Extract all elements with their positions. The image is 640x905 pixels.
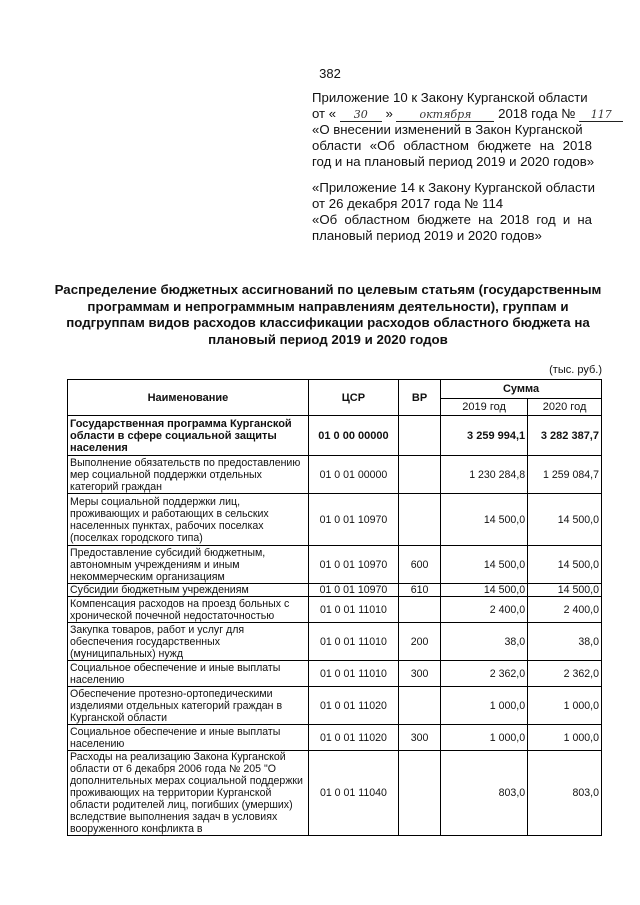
row-csr-cell: 01 0 01 11010	[308, 623, 398, 661]
handwritten-number: 117	[579, 109, 623, 122]
table-row	[68, 687, 602, 725]
table-body	[68, 416, 602, 836]
row-2020-cell: 1 000,0	[528, 687, 602, 725]
row-2019-cell: 2 362,0	[441, 661, 528, 687]
row-name-cell: Компенсация расходов на проезд больных с хронической почечной недостаточностью	[68, 597, 309, 623]
row-2020-cell: 14 500,0	[528, 494, 602, 546]
row-vr-cell	[399, 687, 441, 725]
appendix-line-4: области «Об областном бюджете на 2018	[312, 138, 592, 153]
row-vr-cell: 610	[399, 584, 441, 597]
row-2019-cell: 14 500,0	[441, 546, 528, 584]
row-2019-cell: 1 230 284,8	[441, 456, 528, 494]
header-year-2019: 2019 год	[441, 399, 528, 416]
row-vr-cell	[399, 597, 441, 623]
row-csr-cell: 01 0 00 00000	[308, 416, 398, 456]
row-2019-cell: 1 000,0	[441, 687, 528, 725]
handwritten-day: 30	[340, 109, 382, 122]
date-suffix: 2018 года №	[498, 106, 576, 121]
row-vr-cell	[399, 456, 441, 494]
appendix-line-1: Приложение 10 к Закону Курганской области	[312, 90, 588, 105]
row-name-cell: Государственная программа Курганской области в сфере социальной защиты населения	[68, 416, 309, 456]
row-2020-cell: 14 500,0	[528, 584, 602, 597]
row-csr-cell: 01 0 01 00000	[308, 456, 398, 494]
original-appendix-line-3: «Об областном бюджете на 2018 год и на	[312, 212, 592, 227]
row-2020-cell: 2 400,0	[528, 597, 602, 623]
row-vr-cell	[399, 751, 441, 836]
row-name-cell: Расходы на реализацию Закона Курганской области от 6 декабря 2006 года № 205 "О дополнительных мерах социальной поддержки проживающих на территории Курганской области родителей лиц, погибших (умерших) вследствие выполнения задач в условиях вооруженного конфликта в	[68, 751, 309, 836]
row-vr-cell: 300	[399, 725, 441, 751]
row-vr-cell	[399, 494, 441, 546]
original-appendix-line-4: плановый период 2019 и 2020 годов»	[312, 228, 542, 243]
row-csr-cell: 01 0 01 11010	[308, 597, 398, 623]
row-name-cell: Меры социальной поддержки лиц, проживающих и работающих в сельских населенных пунктах, рабочих поселках (поселках городского типа)	[68, 494, 309, 546]
row-2019-cell: 38,0	[441, 623, 528, 661]
row-2020-cell: 3 282 387,7	[528, 416, 602, 456]
header-csr: ЦСР	[308, 380, 398, 416]
row-vr-cell	[399, 416, 441, 456]
row-name-cell: Закупка товаров, работ и услуг для обеспечения государственных (муниципальных) нужд	[68, 623, 309, 661]
date-prefix: от «	[312, 106, 337, 121]
row-2020-cell: 1 000,0	[528, 725, 602, 751]
row-name-cell: Социальное обеспечение и иные выплаты населению	[68, 725, 309, 751]
table-row	[68, 584, 602, 597]
original-appendix-line-2: от 26 декабря 2017 года № 114	[312, 196, 504, 211]
document-title: Распределение бюджетных ассигнований по целевым статьям (государственным программам и непрограммным направлениям деятельности), группам и подгруппам видов расходов классификации расходов областного бюджета на плановый период 2019 и 2020 годов	[54, 282, 602, 347]
row-2019-cell: 803,0	[441, 751, 528, 836]
table-row	[68, 661, 602, 687]
row-2020-cell: 2 362,0	[528, 661, 602, 687]
row-2019-cell: 14 500,0	[441, 494, 528, 546]
table-row	[68, 597, 602, 623]
table-row	[68, 546, 602, 584]
row-2020-cell: 38,0	[528, 623, 602, 661]
table-row	[68, 456, 602, 494]
row-csr-cell: 01 0 01 10970	[308, 494, 398, 546]
row-2020-cell: 1 259 084,7	[528, 456, 602, 494]
header-name: Наименование	[68, 380, 309, 416]
table-row	[68, 623, 602, 661]
row-vr-cell: 300	[399, 661, 441, 687]
row-name-cell: Предоставление субсидий бюджетным, автономным учреждениям и иным некоммерческим организациям	[68, 546, 309, 584]
page-number: 382	[319, 66, 341, 81]
unit-label: (тыс. руб.)	[549, 364, 602, 376]
row-name-cell: Субсидии бюджетным учреждениям	[68, 584, 309, 597]
table-row	[68, 494, 602, 546]
budget-table	[67, 379, 602, 836]
handwritten-month: октября	[396, 109, 494, 122]
row-2020-cell: 14 500,0	[528, 546, 602, 584]
row-2020-cell: 803,0	[528, 751, 602, 836]
table-row	[68, 416, 602, 456]
row-2019-cell: 3 259 994,1	[441, 416, 528, 456]
row-vr-cell: 200	[399, 623, 441, 661]
header-year-2020: 2020 год	[528, 399, 602, 416]
row-csr-cell: 01 0 01 11020	[308, 687, 398, 725]
appendix-date-line	[312, 106, 612, 122]
appendix-line-5: год и на плановый период 2019 и 2020 годов»	[312, 154, 595, 169]
date-mid: »	[385, 106, 393, 121]
row-csr-cell: 01 0 01 11020	[308, 725, 398, 751]
row-csr-cell: 01 0 01 11040	[308, 751, 398, 836]
row-name-cell: Обеспечение протезно-ортопедическими изделиями отдельных категорий граждан в Курганской области	[68, 687, 309, 725]
row-name-cell: Выполнение обязательств по предоставлению мер социальной поддержки отдельных категорий граждан	[68, 456, 309, 494]
row-csr-cell: 01 0 01 10970	[308, 546, 398, 584]
appendix-line-3: «О внесении изменений в Закон Курганской	[312, 122, 583, 137]
row-name-cell: Социальное обеспечение и иные выплаты населению	[68, 661, 309, 687]
row-2019-cell: 1 000,0	[441, 725, 528, 751]
original-appendix-line-1: «Приложение 14 к Закону Курганской области	[312, 180, 596, 195]
table-row	[68, 751, 602, 836]
header-vr: ВР	[399, 380, 441, 416]
original-appendix-reference	[312, 180, 596, 244]
table-row	[68, 725, 602, 751]
row-2019-cell: 2 400,0	[441, 597, 528, 623]
row-2019-cell: 14 500,0	[441, 584, 528, 597]
row-csr-cell: 01 0 01 10970	[308, 584, 398, 597]
row-csr-cell: 01 0 01 11010	[308, 661, 398, 687]
header-sum: Сумма	[441, 380, 602, 399]
row-vr-cell: 600	[399, 546, 441, 584]
appendix-reference	[312, 90, 612, 170]
